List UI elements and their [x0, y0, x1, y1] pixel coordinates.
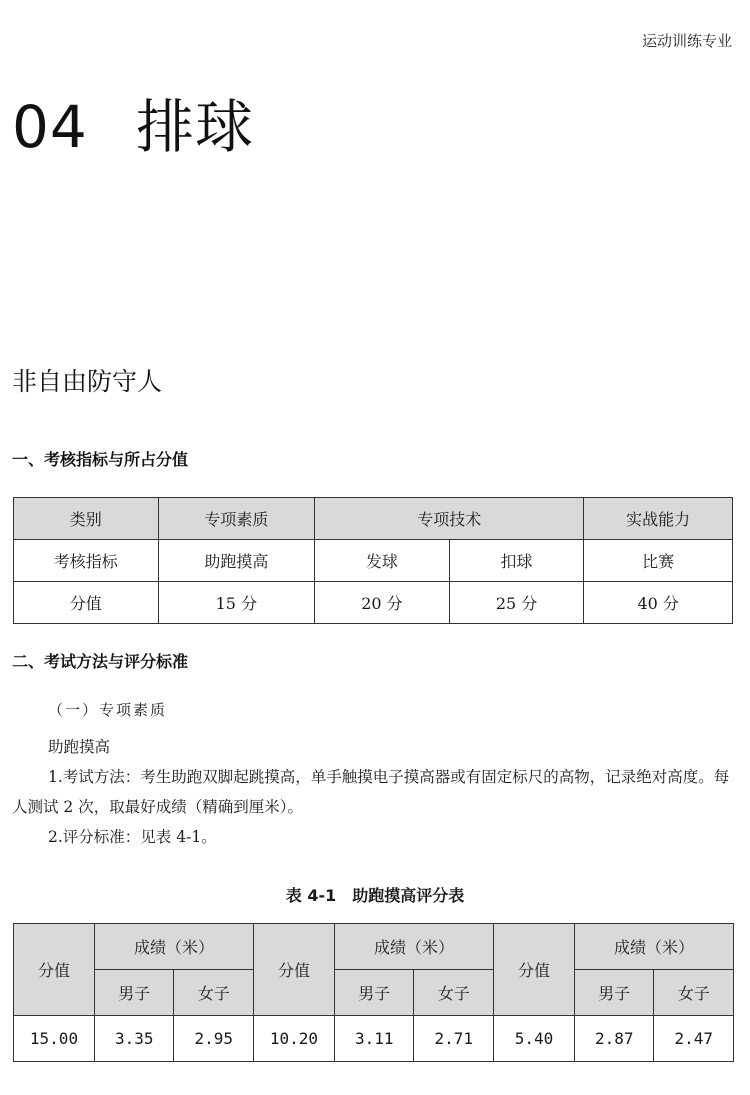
table-cell: 助跑摸高	[158, 540, 315, 582]
table-header-cell: 成绩（米）	[574, 924, 733, 970]
subsection-title: （一）专项素质	[48, 701, 168, 719]
table-cell: 20 分	[315, 582, 450, 624]
table-header-cell: 专项技术	[315, 498, 584, 540]
item-title: 助跑摸高	[48, 738, 111, 756]
table-header-cell: 男子	[334, 970, 413, 1016]
table-cell: 比赛	[584, 540, 733, 582]
table-cell: 3.11	[334, 1016, 413, 1062]
table-row	[14, 498, 733, 540]
table-caption: 表 4-1 助跑摸高评分表	[285, 886, 465, 905]
table-row	[14, 970, 734, 1016]
table-cell: 5.40	[493, 1016, 574, 1062]
table-cell: 分值	[14, 582, 159, 624]
table-cell: 3.35	[95, 1016, 174, 1062]
table-header-cell: 男子	[574, 970, 653, 1016]
table-row	[14, 540, 733, 582]
table-cell: 2.95	[174, 1016, 254, 1062]
table-cell: 扣球	[449, 540, 584, 582]
table-cell: 15 分	[158, 582, 315, 624]
table-header-cell: 女子	[414, 970, 494, 1016]
header-subject: 运动训练专业	[641, 32, 732, 50]
standard-paragraph: 2.评分标准：见表 4-1。	[48, 828, 217, 846]
table-cell: 25 分	[449, 582, 584, 624]
table-cell: 考核指标	[14, 540, 159, 582]
table-header-cell: 成绩（米）	[95, 924, 254, 970]
run-up-reach-score-table	[13, 923, 734, 1062]
table-cell: 10.20	[253, 1016, 334, 1062]
score-allocation-table	[13, 497, 733, 624]
table-cell: 2.71	[414, 1016, 494, 1062]
table-header-cell: 专项素质	[158, 498, 315, 540]
table-cell: 2.87	[574, 1016, 653, 1062]
part1-heading: 一、考核指标与所占分值	[12, 450, 189, 469]
table-header-cell: 女子	[654, 970, 734, 1016]
table-cell: 15.00	[14, 1016, 95, 1062]
table-header-cell: 分值	[493, 924, 574, 1016]
table-row	[14, 1016, 734, 1062]
part2-heading: 二、考试方法与评分标准	[12, 652, 189, 671]
method-paragraph: 1.考试方法：考生助跑双脚起跳摸高，单手触摸电子摸高器或有固定标尺的高物，记录绝对高度。每人测试 2 次，取最好成绩（精确到厘米）。	[12, 768, 730, 816]
table-header-cell: 实战能力	[584, 498, 733, 540]
table-cell: 发球	[315, 540, 450, 582]
table-header-cell: 男子	[95, 970, 174, 1016]
table-row	[14, 924, 734, 970]
table-row	[14, 582, 733, 624]
table-header-cell: 女子	[174, 970, 254, 1016]
table-header-cell: 类别	[14, 498, 159, 540]
chapter-title: 排球	[136, 93, 255, 161]
table-header-cell: 成绩（米）	[334, 924, 493, 970]
chapter-number: 04	[12, 93, 88, 161]
table-header-cell: 分值	[253, 924, 334, 1016]
chapter-heading	[12, 80, 254, 164]
table-cell: 40 分	[584, 582, 733, 624]
table-cell: 2.47	[654, 1016, 734, 1062]
table-header-cell: 分值	[14, 924, 95, 1016]
section-title: 非自由防守人	[12, 367, 163, 396]
